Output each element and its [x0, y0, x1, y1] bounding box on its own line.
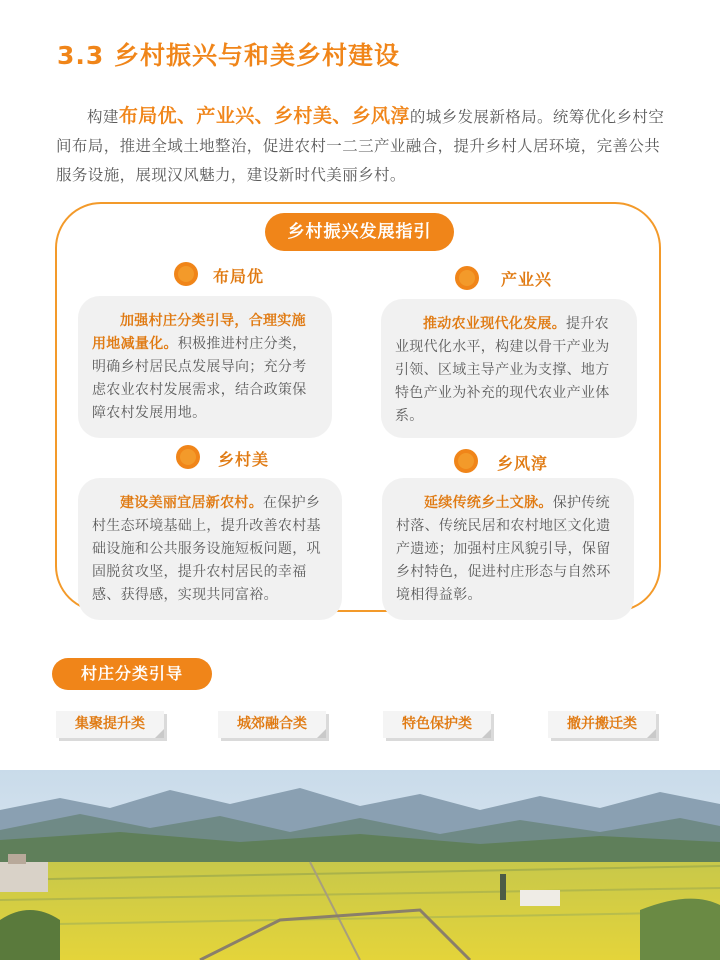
tag-relocation: 撤并搬迁类 — [548, 711, 656, 738]
bullet-dot-icon — [176, 445, 200, 469]
card-lead: 延续传统乡土文脉。 — [424, 495, 553, 511]
intro-prefix: 构建 — [87, 108, 119, 126]
card-body: 积极推进村庄分类，明确乡村居民点发展导向；充分考虑农业农村发展需求，结合政策保障农村发展用地。 — [92, 336, 307, 421]
card-body: 提升农业现代化水平，构建以骨干产业为引领、区域主导产业为支撑、地方特色产业为补充的现代农业产业体系。 — [395, 316, 610, 424]
section-label-culture: 乡风淳 — [497, 454, 549, 473]
bullet-dot-icon — [455, 266, 479, 290]
card-lead: 推动农业现代化发展。 — [423, 316, 566, 332]
tag-protection: 特色保护类 — [383, 711, 491, 738]
card-body: 保护传统村落、传统民居和农村地区文化遗产遗迹；加强村庄风貌引导，保留乡村特色，促进村庄形态与自然环境相得益彰。 — [396, 495, 611, 603]
bullet-dot-icon — [454, 449, 478, 473]
intro-highlight: 布局优、产业兴、乡村美、乡风淳 — [118, 105, 410, 127]
tag-suburban: 城郊融合类 — [218, 711, 326, 738]
guide-card-layout — [78, 296, 332, 438]
intro-paragraph — [56, 102, 676, 190]
guide-card-beauty — [78, 478, 342, 620]
section-label-industry: 产业兴 — [501, 270, 553, 289]
guide-card-industry — [381, 299, 637, 438]
guide-card-culture — [382, 478, 634, 620]
card-lead: 加强村庄分类引导，合理实施用地减量化。 — [92, 313, 306, 352]
section-label-beauty: 乡村美 — [218, 450, 270, 469]
card-lead: 建设美丽宜居新农村。 — [120, 495, 263, 511]
bullet-dot-icon — [174, 262, 198, 286]
tag-cluster: 集聚提升类 — [56, 711, 164, 738]
card-body: 在保护乡村生态环境基础上，提升改善农村基础设施和公共服务设施短板问题，巩固脱贫攻坚，提升农村居民的幸福感、获得感，实现共同富裕。 — [92, 495, 321, 603]
guide-title: 乡村振兴发展指引 — [265, 213, 454, 251]
rural-landscape-photo — [0, 770, 720, 960]
section-label-layout: 布局优 — [213, 267, 265, 286]
intro-rest: 的城乡发展新格局。统筹优化乡村空间布局，推进全域土地整治，促进农村一二三产业融合，提升乡村人居环境，完善公共服务设施，展现汉风魅力，建设新时代美丽乡村。 — [56, 108, 665, 184]
section-title: 3.3 乡村振兴与和美乡村建设 — [57, 41, 400, 70]
classification-title: 村庄分类引导 — [52, 658, 212, 690]
